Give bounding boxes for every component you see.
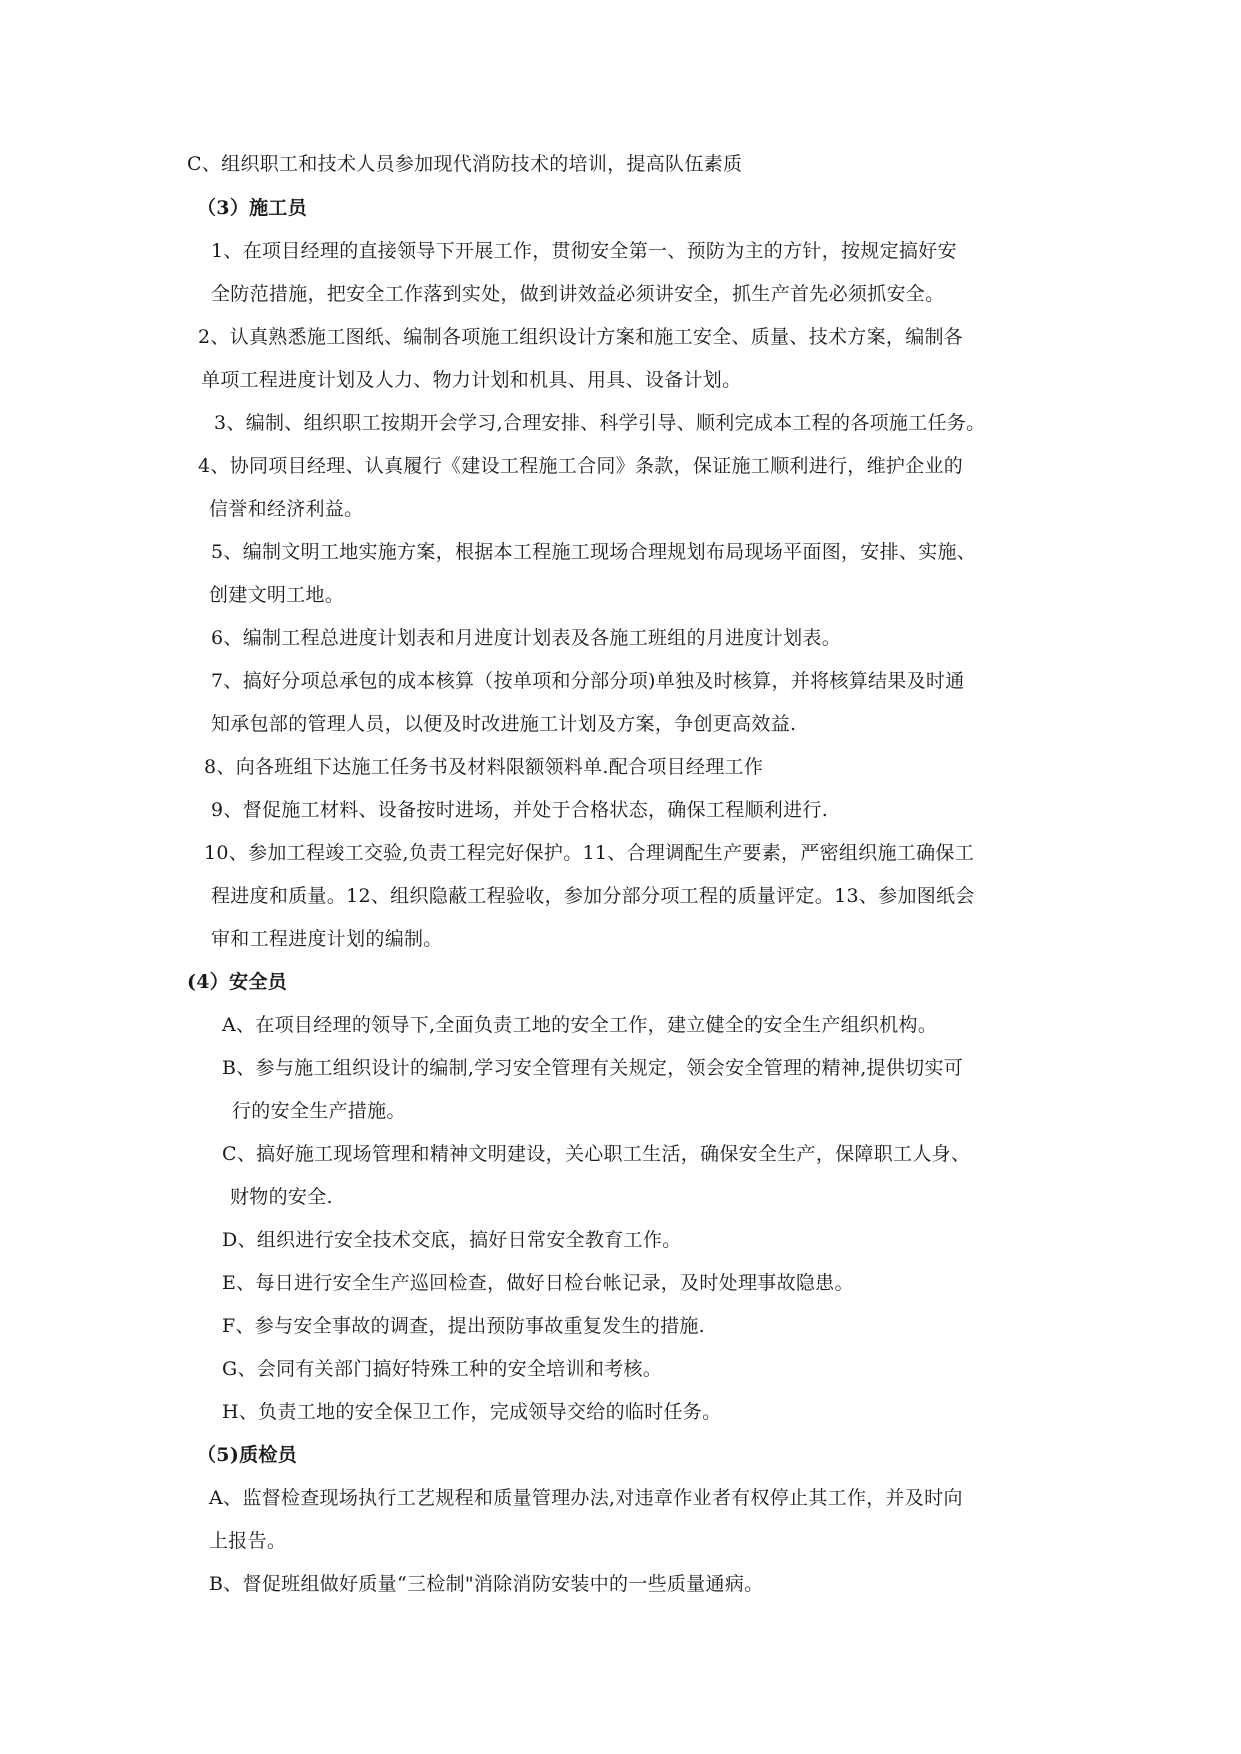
paragraph-line: B、参与施工组织设计的编制,学习安全管理有关规定，领会安全管理的精神,提供切实可 [222, 1057, 964, 1079]
paragraph-line: C、组织职工和技术人员参加现代消防技术的培训，提高队伍素质 [187, 153, 743, 175]
paragraph-line: 1、在项目经理的直接领导下开展工作，贯彻安全第一、预防为主的方针，按规定搞好安 [211, 240, 957, 262]
paragraph-line: 上报告。 [209, 1530, 287, 1552]
paragraph-line: 审和工程进度计划的编制。 [211, 928, 443, 950]
paragraph-line: A、在项目经理的领导下,全面负责工地的安全工作，建立健全的安全生产组织机构。 [222, 1014, 938, 1036]
paragraph-line: D、组织进行安全技术交底，搞好日常安全教育工作。 [222, 1229, 682, 1251]
paragraph-line: A、监督检查现场执行工艺规程和质量管理办法,对违章作业者有权停止其工作，并及时向 [209, 1487, 963, 1509]
paragraph-line: G、会同有关部门搞好特殊工种的安全培训和考核。 [222, 1358, 663, 1380]
paragraph-line: 知承包部的管理人员，以便及时改进施工计划及方案，争创更高效益. [211, 713, 797, 735]
paragraph-line: 财物的安全. [230, 1186, 333, 1208]
paragraph-line: H、负责工地的安全保卫工作，完成领导交给的临时任务。 [222, 1401, 722, 1423]
section-heading: （5)质检员 [197, 1444, 298, 1466]
paragraph-line: 创建文明工地。 [209, 584, 345, 606]
paragraph-line: 全防范措施，把安全工作落到实处，做到讲效益必须讲安全，抓生产首先必须抓安全。 [211, 283, 945, 305]
paragraph-line: 行的安全生产措施。 [232, 1100, 406, 1122]
section-heading: （3）施工员 [197, 197, 308, 219]
paragraph-line: B、督促班组做好质量“三检制"消除消防安装中的一些质量通病。 [209, 1573, 764, 1595]
paragraph-line: 7、搞好分项总承包的成本核算（按单项和分部分项)单独及时核算，并将核算结果及时通 [211, 670, 965, 692]
paragraph-line: 信誉和经济利益。 [209, 498, 364, 520]
paragraph-line: 5、编制文明工地实施方案，根据本工程施工现场合理规划布局现场平面图，安排、实施、 [211, 541, 977, 563]
paragraph-line: 10、参加工程竣工交验,负责工程完好保护。11、合理调配生产要素，严密组织施工确保工 [204, 842, 974, 864]
paragraph-line: E、每日进行安全生产巡回检查，做好日检台帐记录，及时处理事故隐患。 [222, 1272, 854, 1294]
paragraph-line: 8、向各班组下达施工任务书及材料限额领料单.配合项目经理工作 [204, 756, 764, 778]
paragraph-line: 3、编制、组织职工按期开会学习,合理安排、科学引导、顺利完成本工程的各项施工任务。 [214, 412, 986, 434]
paragraph-line: 单项工程进度计划及人力、物力计划和机具、用具、设备计划。 [201, 369, 742, 391]
section-heading: (4）安全员 [187, 971, 288, 993]
paragraph-line: 4、协同项目经理、认真履行《建设工程施工合同》条款，保证施工顺利进行，维护企业的 [198, 455, 964, 477]
paragraph-line: 程进度和质量。12、组织隐蔽工程验收，参加分部分项工程的质量评定。13、参加图纸会 [211, 885, 975, 907]
paragraph-line: 6、编制工程总进度计划表和月进度计划表及各施工班组的月进度计划表。 [211, 627, 841, 649]
paragraph-line: F、参与安全事故的调查，提出预防事故重复发生的措施. [222, 1315, 706, 1337]
paragraph-line: 9、督促施工材料、设备按时进场，并处于合格状态，确保工程顺利进行. [211, 799, 829, 821]
paragraph-line: 2、认真熟悉施工图纸、编制各项施工组织设计方案和施工安全、质量、技术方案，编制各 [198, 326, 964, 348]
paragraph-line: C、搞好施工现场管理和精神文明建设，关心职工生活，确保安全生产，保障职工人身、 [222, 1143, 971, 1165]
